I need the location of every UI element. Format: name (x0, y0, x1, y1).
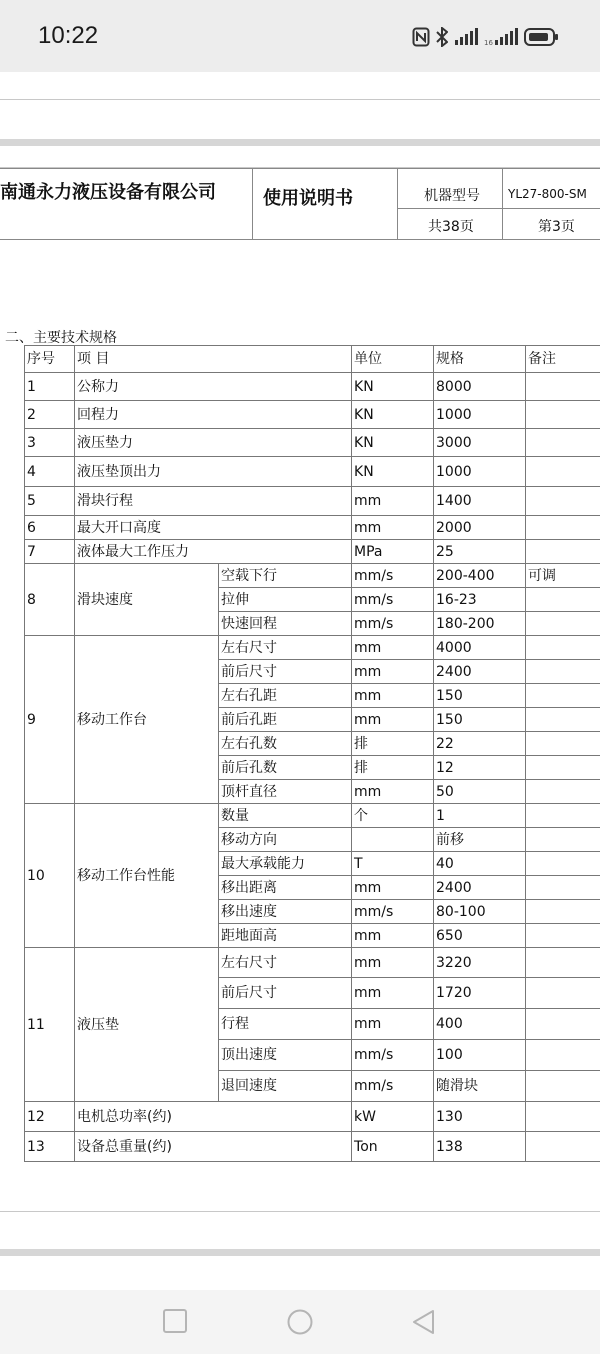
row-spec: 25 (434, 540, 526, 564)
row-unit: mm/s (352, 612, 434, 636)
row-unit: mm/s (352, 588, 434, 612)
row-spec: 2000 (434, 516, 526, 540)
row-spec: 1720 (434, 978, 526, 1009)
header-unit: 单位 (352, 346, 434, 373)
row-spec: 40 (434, 852, 526, 876)
status-bar (0, 0, 600, 72)
row-item: 液压垫 (75, 948, 219, 1102)
row-no: 8 (25, 564, 75, 636)
row-spec: 4000 (434, 636, 526, 660)
table-row (25, 429, 600, 457)
row-no: 6 (25, 516, 75, 540)
row-unit: KN (352, 429, 434, 457)
row-item: 移动工作台性能 (75, 804, 219, 948)
row-note (526, 948, 600, 978)
row-no: 7 (25, 540, 75, 564)
row-note (526, 1071, 600, 1102)
row-item: 移动工作台 (75, 636, 219, 804)
row-spec: 12 (434, 756, 526, 780)
table-row (25, 636, 600, 660)
row-note (526, 487, 600, 516)
svg-text:16: 16 (484, 39, 493, 46)
row-unit: mm/s (352, 1040, 434, 1071)
row-unit: 排 (352, 756, 434, 780)
row-note (526, 900, 600, 924)
row-item: 公称力 (75, 373, 352, 401)
row-unit: mm (352, 660, 434, 684)
row-unit: mm (352, 487, 434, 516)
row-spec: 8000 (434, 373, 526, 401)
table-row (25, 804, 600, 828)
battery-icon (524, 27, 560, 47)
row-spec: 1400 (434, 487, 526, 516)
row-no: 5 (25, 487, 75, 516)
row-spec: 随滑块 (434, 1071, 526, 1102)
table-row (25, 1102, 600, 1132)
home-circle-icon[interactable] (286, 1308, 314, 1340)
total-pages: 共38页 (428, 219, 474, 235)
row-unit: KN (352, 401, 434, 429)
sub-item: 左右孔数 (219, 732, 352, 756)
table-row (25, 948, 600, 978)
sub-item: 前后孔距 (219, 708, 352, 732)
row-spec: 130 (434, 1102, 526, 1132)
row-unit: 排 (352, 732, 434, 756)
back-triangle-icon[interactable] (410, 1308, 436, 1340)
row-spec: 2400 (434, 876, 526, 900)
section-title: 二、主要技术规格 (5, 330, 117, 346)
sub-item: 左右孔距 (219, 684, 352, 708)
row-note (526, 756, 600, 780)
signal-icon (484, 28, 518, 46)
row-note (526, 852, 600, 876)
header-item: 项 目 (75, 346, 352, 373)
page-number: 第3页 (538, 219, 575, 235)
row-note (526, 636, 600, 660)
spec-table (24, 345, 600, 1162)
row-note (526, 401, 600, 429)
row-spec: 3220 (434, 948, 526, 978)
row-spec: 150 (434, 684, 526, 708)
company-name: 南通永力液压设备有限公司 (0, 182, 216, 203)
row-note (526, 708, 600, 732)
sub-item: 数量 (219, 804, 352, 828)
row-item: 电机总功率(约) (75, 1102, 352, 1132)
row-spec: 16-23 (434, 588, 526, 612)
sub-item: 顶出速度 (219, 1040, 352, 1071)
row-unit: mm/s (352, 900, 434, 924)
row-unit: mm/s (352, 564, 434, 588)
table-row (25, 457, 600, 487)
row-note (526, 516, 600, 540)
page-gap (0, 139, 600, 146)
row-item: 液压垫顶出力 (75, 457, 352, 487)
row-no: 3 (25, 429, 75, 457)
row-item: 滑块行程 (75, 487, 352, 516)
row-item: 回程力 (75, 401, 352, 429)
row-note (526, 924, 600, 948)
row-note (526, 732, 600, 756)
row-no: 1 (25, 373, 75, 401)
row-spec: 22 (434, 732, 526, 756)
row-unit: KN (352, 457, 434, 487)
row-note (526, 429, 600, 457)
model-label: 机器型号 (424, 188, 480, 204)
row-unit: mm (352, 708, 434, 732)
row-spec: 2400 (434, 660, 526, 684)
row-spec: 1 (434, 804, 526, 828)
sub-item: 距地面高 (219, 924, 352, 948)
row-unit: T (352, 852, 434, 876)
row-spec: 180-200 (434, 612, 526, 636)
table-header-row (25, 346, 600, 373)
row-spec: 3000 (434, 429, 526, 457)
row-unit: mm (352, 1009, 434, 1040)
row-spec: 50 (434, 780, 526, 804)
row-note (526, 457, 600, 487)
table-row (25, 401, 600, 429)
sub-item: 前后孔数 (219, 756, 352, 780)
bluetooth-icon (436, 27, 448, 47)
model-value: YL27-800-SM (508, 187, 587, 201)
row-note (526, 804, 600, 828)
sub-item: 前后尺寸 (219, 978, 352, 1009)
manual-title: 使用说明书 (263, 188, 353, 209)
table-row (25, 540, 600, 564)
row-no: 2 (25, 401, 75, 429)
row-unit: mm (352, 924, 434, 948)
page-gap (0, 1249, 600, 1256)
table-row (25, 373, 600, 401)
table-row (25, 564, 600, 588)
row-note (526, 828, 600, 852)
sub-item: 移动方向 (219, 828, 352, 852)
navigation-bar (0, 1290, 600, 1354)
sub-item: 顶杆直径 (219, 780, 352, 804)
header-note: 备注 (526, 346, 600, 373)
row-unit: mm (352, 876, 434, 900)
page-divider (0, 99, 600, 100)
row-item: 液体最大工作压力 (75, 540, 352, 564)
row-spec: 80-100 (434, 900, 526, 924)
page-divider (0, 1211, 600, 1212)
row-spec: 前移 (434, 828, 526, 852)
row-note (526, 540, 600, 564)
sub-item: 左右尺寸 (219, 948, 352, 978)
row-item: 滑块速度 (75, 564, 219, 636)
row-note (526, 588, 600, 612)
row-spec: 1000 (434, 401, 526, 429)
row-unit: KN (352, 373, 434, 401)
row-unit: mm (352, 636, 434, 660)
row-unit: mm/s (352, 1071, 434, 1102)
row-unit: 个 (352, 804, 434, 828)
row-note (526, 1040, 600, 1071)
table-row (25, 1132, 600, 1162)
sub-item: 左右尺寸 (219, 636, 352, 660)
header-spec: 规格 (434, 346, 526, 373)
row-spec: 100 (434, 1040, 526, 1071)
sub-item: 移出速度 (219, 900, 352, 924)
row-note (526, 660, 600, 684)
row-note: 可调 (526, 564, 600, 588)
sub-item: 行程 (219, 1009, 352, 1040)
row-note (526, 1132, 600, 1162)
row-unit: mm (352, 684, 434, 708)
row-note (526, 684, 600, 708)
row-note (526, 978, 600, 1009)
row-no: 13 (25, 1132, 75, 1162)
row-note (526, 780, 600, 804)
row-note (526, 373, 600, 401)
sub-item: 退回速度 (219, 1071, 352, 1102)
header-no: 序号 (25, 346, 75, 373)
table-row (25, 487, 600, 516)
row-spec: 150 (434, 708, 526, 732)
row-spec: 200-400 (434, 564, 526, 588)
row-unit: mm (352, 948, 434, 978)
row-item: 最大开口高度 (75, 516, 352, 540)
row-spec: 138 (434, 1132, 526, 1162)
row-no: 9 (25, 636, 75, 804)
sub-item: 移出距离 (219, 876, 352, 900)
status-time: 10:22 (38, 22, 99, 49)
row-unit: kW (352, 1102, 434, 1132)
row-spec: 400 (434, 1009, 526, 1040)
row-unit: mm (352, 516, 434, 540)
row-unit: mm (352, 780, 434, 804)
nfc-icon (412, 27, 430, 47)
row-note (526, 612, 600, 636)
row-no: 11 (25, 948, 75, 1102)
row-note (526, 876, 600, 900)
row-note (526, 1009, 600, 1040)
row-unit: mm (352, 978, 434, 1009)
row-no: 10 (25, 804, 75, 948)
row-spec: 650 (434, 924, 526, 948)
signal-icon (454, 28, 478, 46)
sub-item: 最大承载能力 (219, 852, 352, 876)
row-unit: Ton (352, 1132, 434, 1162)
sub-item: 拉伸 (219, 588, 352, 612)
table-row (25, 516, 600, 540)
row-item: 液压垫力 (75, 429, 352, 457)
row-no: 12 (25, 1102, 75, 1132)
sub-item: 前后尺寸 (219, 660, 352, 684)
row-unit (352, 828, 434, 852)
sub-item: 快速回程 (219, 612, 352, 636)
row-no: 4 (25, 457, 75, 487)
recents-square-icon[interactable] (162, 1308, 188, 1338)
sub-item: 空载下行 (219, 564, 352, 588)
status-icons (412, 26, 560, 48)
row-item: 设备总重量(约) (75, 1132, 352, 1162)
row-spec: 1000 (434, 457, 526, 487)
row-note (526, 1102, 600, 1132)
row-unit: MPa (352, 540, 434, 564)
